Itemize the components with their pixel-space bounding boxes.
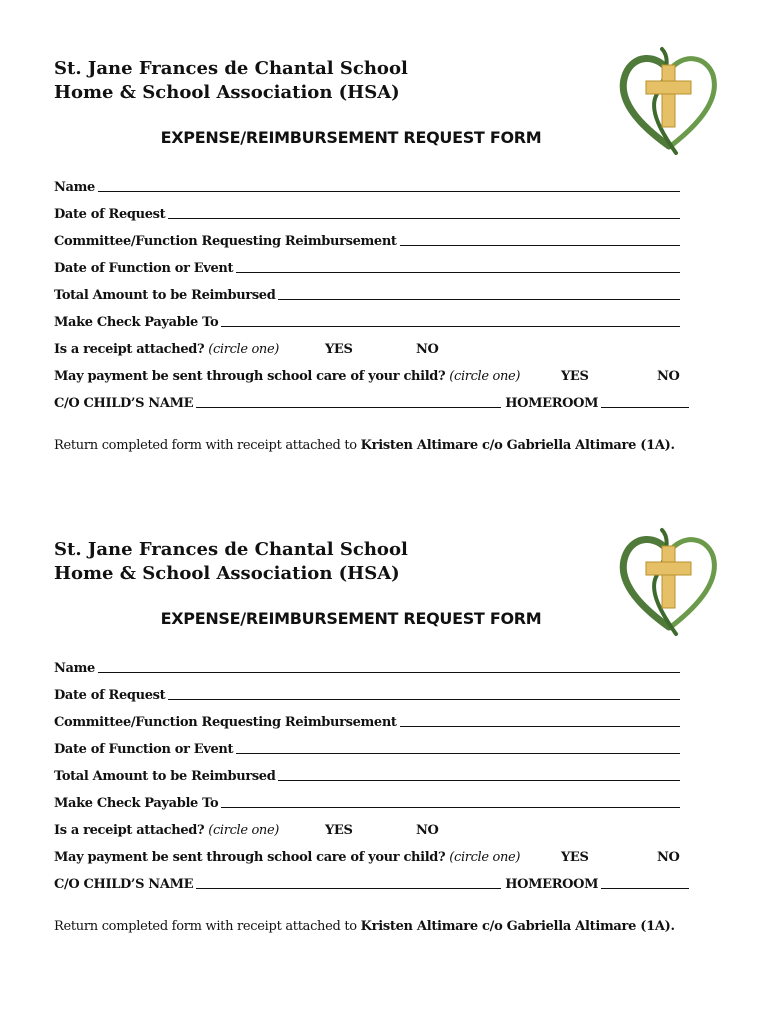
form-heading: EXPENSE/REIMBURSEMENT REQUEST FORM bbox=[160, 128, 542, 147]
total-amount-field[interactable] bbox=[54, 757, 680, 784]
payable-to-label: Make Check Payable To bbox=[54, 796, 219, 811]
name-label: Name bbox=[54, 180, 95, 195]
receipt-question-row bbox=[54, 811, 680, 838]
homeroom-line[interactable] bbox=[601, 888, 689, 889]
date-request-field[interactable] bbox=[54, 195, 680, 222]
payment-question-row bbox=[54, 838, 680, 865]
school-name: St. Jane Frances de Chantal School bbox=[54, 539, 408, 560]
homeroom-line[interactable] bbox=[601, 407, 689, 408]
committee-line[interactable] bbox=[400, 726, 680, 727]
payment-question: May payment be sent through school care of your child? bbox=[54, 369, 446, 384]
committee-field[interactable] bbox=[54, 703, 680, 730]
committee-line[interactable] bbox=[400, 245, 680, 246]
payment-no-option[interactable]: NO bbox=[657, 850, 680, 865]
payment-no-option[interactable]: NO bbox=[657, 369, 680, 384]
child-name-label: C/O CHILD’S NAME bbox=[54, 877, 194, 892]
reimbursement-form-2 bbox=[54, 538, 680, 934]
payment-yes-option[interactable]: YES bbox=[561, 850, 589, 865]
homeroom-label: HOMEROOM bbox=[505, 396, 599, 411]
payable-to-line[interactable] bbox=[221, 807, 680, 808]
date-request-line[interactable] bbox=[168, 218, 680, 219]
receipt-yes-option[interactable]: YES bbox=[325, 823, 353, 838]
date-function-label: Date of Function or Event bbox=[54, 742, 234, 757]
return-contact: Kristen Altimare c/o Gabriella Altimare (1A). bbox=[360, 438, 675, 453]
form-fields bbox=[54, 168, 680, 411]
receipt-question: Is a receipt attached? bbox=[54, 823, 205, 838]
receipt-hint: (circle one) bbox=[208, 342, 280, 357]
child-homeroom-row bbox=[54, 384, 680, 411]
receipt-yes-option[interactable]: YES bbox=[325, 342, 353, 357]
total-amount-label: Total Amount to be Reimbursed bbox=[54, 288, 276, 303]
committee-label: Committee/Function Requesting Reimbursement bbox=[54, 234, 397, 249]
child-name-line[interactable] bbox=[196, 407, 501, 408]
return-instructions bbox=[54, 438, 675, 453]
payable-to-label: Make Check Payable To bbox=[54, 315, 219, 330]
return-text: Return completed form with receipt attached to bbox=[54, 438, 357, 453]
payable-to-field[interactable] bbox=[54, 303, 680, 330]
date-function-field[interactable] bbox=[54, 249, 680, 276]
name-label: Name bbox=[54, 661, 95, 676]
receipt-no-option[interactable]: NO bbox=[416, 823, 439, 838]
name-line[interactable] bbox=[98, 191, 680, 192]
association-name: Home & School Association (HSA) bbox=[54, 563, 400, 584]
date-function-label: Date of Function or Event bbox=[54, 261, 234, 276]
date-request-label: Date of Request bbox=[54, 688, 166, 703]
association-name: Home & School Association (HSA) bbox=[54, 82, 400, 103]
child-name-line[interactable] bbox=[196, 888, 501, 889]
total-amount-field[interactable] bbox=[54, 276, 680, 303]
child-name-label: C/O CHILD’S NAME bbox=[54, 396, 194, 411]
date-function-line[interactable] bbox=[236, 272, 680, 273]
return-contact: Kristen Altimare c/o Gabriella Altimare (1A). bbox=[360, 919, 675, 934]
child-homeroom-row bbox=[54, 865, 680, 892]
date-function-field[interactable] bbox=[54, 730, 680, 757]
return-text: Return completed form with receipt attached to bbox=[54, 919, 357, 934]
form-heading: EXPENSE/REIMBURSEMENT REQUEST FORM bbox=[160, 609, 542, 628]
payment-hint: (circle one) bbox=[449, 369, 521, 384]
total-amount-label: Total Amount to be Reimbursed bbox=[54, 769, 276, 784]
receipt-question: Is a receipt attached? bbox=[54, 342, 205, 357]
date-request-label: Date of Request bbox=[54, 207, 166, 222]
payment-question: May payment be sent through school care of your child? bbox=[54, 850, 446, 865]
receipt-question-row bbox=[54, 330, 680, 357]
name-field[interactable] bbox=[54, 649, 680, 676]
date-request-line[interactable] bbox=[168, 699, 680, 700]
name-line[interactable] bbox=[98, 672, 680, 673]
payable-to-line[interactable] bbox=[221, 326, 680, 327]
name-field[interactable] bbox=[54, 168, 680, 195]
receipt-hint: (circle one) bbox=[208, 823, 280, 838]
homeroom-label: HOMEROOM bbox=[505, 877, 599, 892]
payment-yes-option[interactable]: YES bbox=[561, 369, 589, 384]
date-request-field[interactable] bbox=[54, 676, 680, 703]
form-fields bbox=[54, 649, 680, 892]
return-instructions bbox=[54, 919, 675, 934]
date-function-line[interactable] bbox=[236, 753, 680, 754]
school-name: St. Jane Frances de Chantal School bbox=[54, 58, 408, 79]
total-amount-line[interactable] bbox=[278, 299, 680, 300]
receipt-no-option[interactable]: NO bbox=[416, 342, 439, 357]
payment-hint: (circle one) bbox=[449, 850, 521, 865]
payable-to-field[interactable] bbox=[54, 784, 680, 811]
total-amount-line[interactable] bbox=[278, 780, 680, 781]
reimbursement-form-1 bbox=[54, 57, 680, 453]
committee-field[interactable] bbox=[54, 222, 680, 249]
committee-label: Committee/Function Requesting Reimbursement bbox=[54, 715, 397, 730]
payment-question-row bbox=[54, 357, 680, 384]
